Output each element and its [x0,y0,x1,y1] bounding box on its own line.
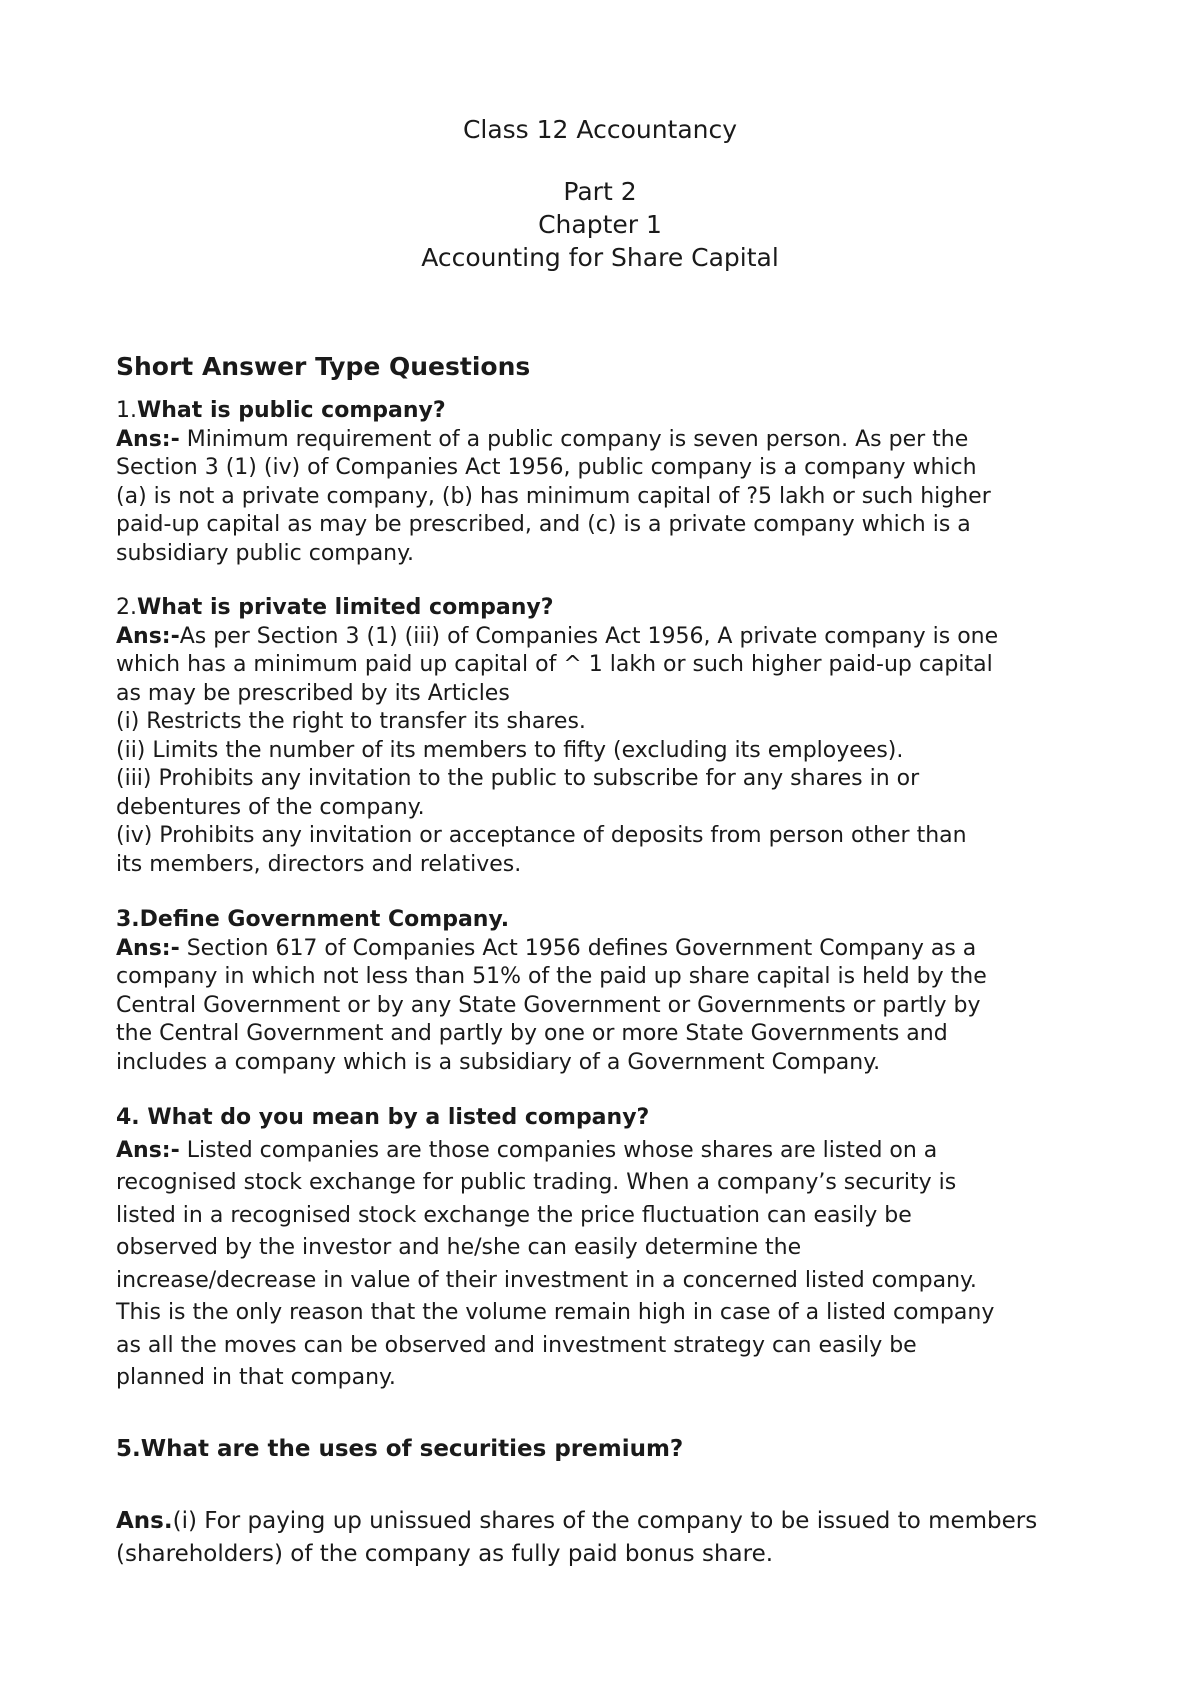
question-2 [116,594,1116,879]
question-4-heading: 4. What do you mean by a listed company? [116,1105,650,1130]
question-5 [116,1435,1116,1464]
chapter-label: Chapter 1 [538,210,662,239]
answer-1-line: paid-up capital as may be prescribed, and (c) is a private company which is a [116,512,971,537]
answer-3-line: the Central Government and partly by one or more State Governments and [116,1021,948,1046]
answer-4-line: observed by the investor and he/she can easily determine the [116,1235,802,1260]
answer-2-line: (ii) Limits the number of its members to fifty (excluding its employees). [116,737,904,763]
answer-4-line: increase/decrease in value of their investment in a concerned listed company. [116,1267,977,1293]
answer-1-line: (a) is not a private company, (b) has minimum capital of ?5 lakh or such higher [116,483,991,509]
answer-1-text: Minimum requirement of a public company is seven person. As per the [179,426,969,452]
answer-4-line: planned in that company. [116,1365,396,1390]
question-5-heading: 5.What are the uses of securities premium? [116,1436,684,1462]
question-2-number: 2. [116,595,137,620]
document-title: Class 12 Accountancy [462,115,738,144]
question-2-text: What is private limited company? [137,595,554,620]
answer-2-line: as may be prescribed by its Articles [116,680,510,706]
answer-2-line: its members, directors and relatives. [116,851,522,877]
question-2-heading [116,594,1116,623]
answer-5-line: (shareholders) of the company as fully paid bonus share. [116,1541,774,1567]
answer-2-line: (i) Restricts the right to transfer its shares. [116,709,586,734]
answer-1-line: Section 3 (1) (iv) of Companies Act 1956, public company is a company which [116,455,977,480]
answer-2-line [116,623,1116,652]
question-3-heading: 3.Define Government Company. [116,907,510,932]
answer-2-line: (iv) Prohibits any invitation or acceptance of deposits from person other than [116,823,967,848]
answer-1-line: subsidiary public company. [116,540,414,566]
answer-3-line: Central Government or by any State Government or Governments or partly by [116,992,981,1018]
question-3 [116,906,1116,1077]
answer-3-text: Section 617 of Companies Act 1956 defines Government Company as a [179,935,977,961]
question-4 [116,1102,1116,1395]
answer-4-label: Ans:- [116,1137,180,1163]
answer-2-label: Ans:- [116,623,180,649]
part-label: Part 2 [563,177,637,206]
answer-1-label: Ans:- [116,426,180,452]
chapter-title: Accounting for Share Capital [421,243,779,272]
answer-3-line: includes a company which is a subsidiary of a Government Company. [116,1049,881,1075]
answer-4-line: recognised stock exchange for public trading. When a company’s security is [116,1170,957,1195]
answer-1-line [116,426,1116,455]
answer-4-line: This is the only reason that the volume remain high in case of a listed company [116,1300,995,1325]
answer-3-label: Ans:- [116,935,180,961]
answer-2-line: (iii) Prohibits any invitation to the public to subscribe for any shares in or [116,766,920,791]
answer-4-line: listed in a recognised stock exchange the price fluctuation can easily be [116,1202,912,1228]
answer-4-line: as all the moves can be observed and investment strategy can easily be [116,1332,917,1358]
answer-3-line [116,935,1116,964]
answer-2-text: As per Section 3 (1) (iii) of Companies Act 1956, A private company is one [179,623,999,649]
answer-5 [116,1505,1116,1571]
question-1-number: 1. [116,398,137,423]
section-title: Short Answer Type Questions [116,352,531,381]
answer-4-line [116,1135,1116,1168]
question-1-heading [116,397,1116,426]
answer-3-line: company in which not less than 51% of the paid up share capital is held by the [116,964,987,989]
answer-5-label: Ans. [116,1508,173,1534]
question-1-text: What is public company? [137,398,446,423]
answer-2-line: debentures of the company. [116,794,425,820]
answer-5-line [116,1505,1116,1538]
answer-2-line: which has a minimum paid up capital of ^ 1 lakh or such higher paid-up capital [116,652,993,677]
answer-5-text: (i) For paying up unissued shares of the company to be issued to members [172,1508,1038,1534]
question-1 [116,397,1116,568]
answer-4-text: Listed companies are those companies whose shares are listed on a [179,1137,938,1163]
